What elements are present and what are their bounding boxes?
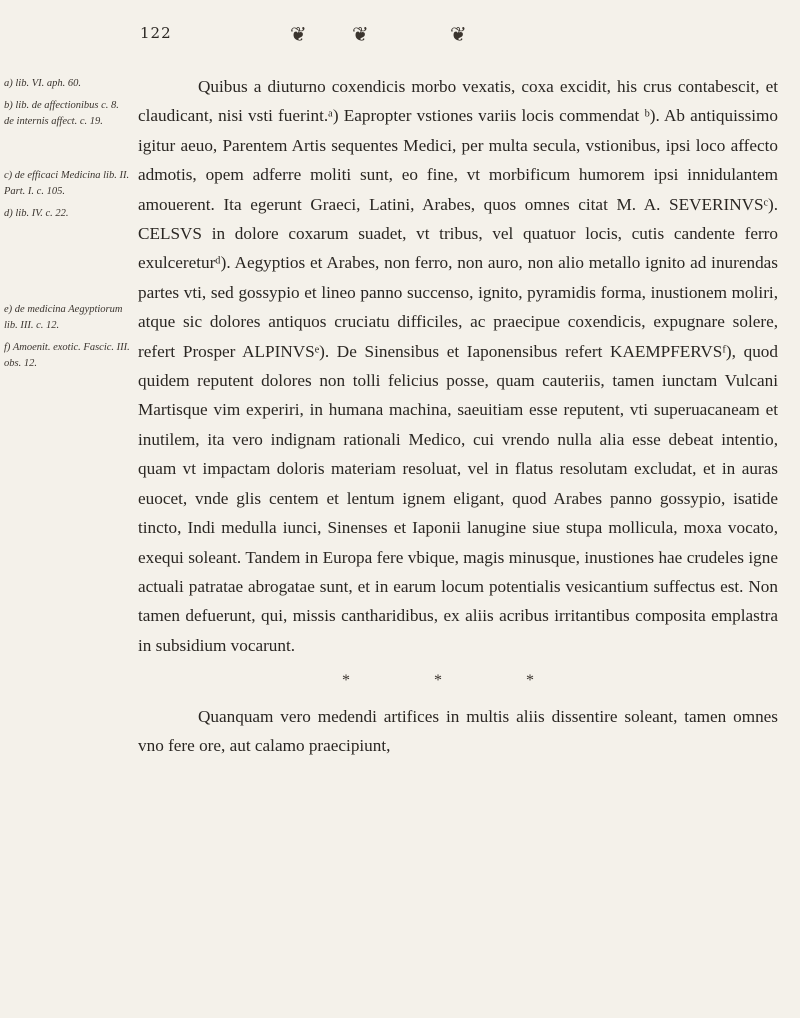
paragraph-1: Quibus a diuturno coxendicis morbo vexatis, coxa excidit, his crus contabescit, et claudicant, nisi vsti fuerint.ᵃ) Eapropter vstiones variis locis commendat ᵇ). Ab antiquissimo igitur aeuo, Parentem Artis sequentes Medici, per multa secula, vstionibus, ipsi loco affecto admotis, opem adferre moliti sunt, eo fine, vt morbificum humorem ipsi innidulantem amouerent. Ita egerunt Graeci, Latini, Arabes, quos omnes citat M. A. SEVERINVSᶜ). CELSVS in dolore coxarum suadet, vt tribus, vel quatuor locis, cutis candente ferro exulcereturᵈ). Aegyptios et Arabes, non ferro, non auro, non alio metallo ignito ad inurendas partes vti, sed gossypio et lineo panno succenso, ignito, pyramidis forma, inustionem moliri, atque sic dolores antiquos cruciatu difficiles, ac praecipue coxendicis, expugnare solere, refert Prosper ALPINVSᵉ). De Sinensibus et Iaponensibus refert KAEMPFERVSᶠ), quod quidem reputent dolores non tolli felicius posse, quam cauteriis, tamen iunctam Vulcani Martisque vim experiri, in humana machina, saeuitiam esse reputent, vti superuacaneam et inutilem, ita vero indignam rationali Medico, cui vrendo nulla alia esse debeat intentio, quam vt impactam doloris materiam resoluat, vel in flatus resolutam excludat, et in auras euocet, vnde glis centem et lentum ignem eligant, quod Arabes panno gossypio, isatide tincto, Indi medulla iunci, Sinenses et Iaponii lanugine siue stupa mollicula, moxa vocato, exequi soleant. Tandem in Europa fere vbique, magis minusque, inustiones hae crudeles igne actuali patratae abrogatae sunt, et in earum locum potentialis vesicantium suffectus est. Non tamen defuerunt, qui, missis cantharidibus, ex aliis acribus irritantibus composita emplastra in subsidium vocarunt. xyxy=(138,77,778,655)
body-text xyxy=(138,72,778,760)
margin-note-b: b) lib. de affectionibus c. 8. de internis affect. c. 19. xyxy=(4,100,119,127)
margin-notes xyxy=(4,76,130,378)
asterism-divider: * * * xyxy=(342,672,574,690)
page-number: 122 xyxy=(140,24,172,42)
ornament-icon: ❦ xyxy=(290,22,307,46)
margin-note-d: d) lib. IV. c. 22. xyxy=(4,208,69,219)
margin-note-a: a) lib. VI. aph. 60. xyxy=(4,78,81,89)
margin-note-f: f) Amoenit. exotic. Fascic. III. obs. 12. xyxy=(4,342,130,369)
ornament-icon: ❦ xyxy=(450,22,467,46)
margin-note-e: e) de medicina Aegyptiorum lib. III. c. 12. xyxy=(4,304,123,331)
ornament-icon: ❦ xyxy=(352,22,369,46)
paragraph-2: Quanquam vero medendi artifices in multis aliis dissentire soleant, tamen omnes vno fere ore, aut calamo praecipiunt, xyxy=(138,706,778,755)
margin-note-c: c) de efficaci Medicina lib. II. Part. I. c. 105. xyxy=(4,170,130,197)
